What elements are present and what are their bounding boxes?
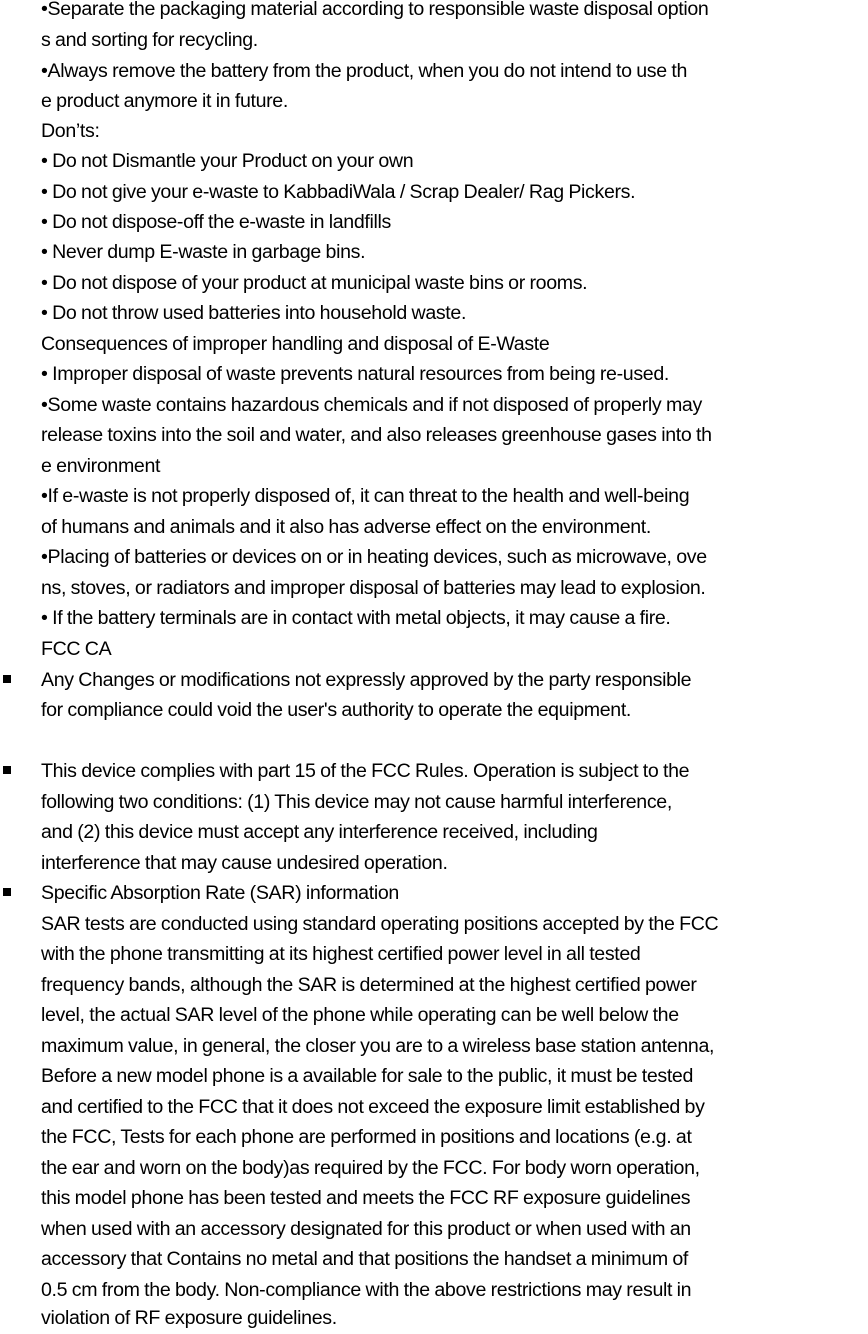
square-bullet-icon: [3, 766, 13, 776]
text-line: •Separate the packaging material according to responsible waste disposal option: [41, 0, 709, 20]
text-line: and (2) this device must accept any interference received, including: [41, 821, 598, 843]
text-line: • If the battery terminals are in contact with metal objects, it may cause a fire.: [41, 607, 671, 629]
text-line: maximum value, in general, the closer you are to a wireless base station antenna,: [41, 1035, 715, 1057]
text-line: e environment: [41, 455, 161, 477]
text-line: of humans and animals and it also has adverse effect on the environment.: [41, 516, 651, 538]
text-line: •Placing of batteries or devices on or in heating devices, such as microwave, ove: [41, 546, 707, 568]
text-line: • Improper disposal of waste prevents natural resources from being re-used.: [41, 363, 669, 385]
text-line: interference that may cause undesired operation.: [41, 852, 448, 874]
text-line: Don’ts:: [41, 120, 100, 142]
text-line: •If e-waste is not properly disposed of, it can threat to the health and well-being: [41, 485, 690, 507]
text-line: •Some waste contains hazardous chemicals and if not disposed of properly may: [41, 394, 702, 416]
text-line: • Do not dispose-off the e-waste in landfills: [41, 211, 391, 233]
text-line: accessory that Contains no metal and that positions the handset a minimum of: [41, 1248, 689, 1270]
text-line: this model phone has been tested and meets the FCC RF exposure guidelines: [41, 1187, 691, 1209]
text-line: 0.5 cm from the body. Non-compliance with the above restrictions may result in: [41, 1279, 692, 1301]
square-bullet-icon: [3, 675, 13, 685]
text-line: • Do not give your e-waste to KabbadiWala / Scrap Dealer/ Rag Pickers.: [41, 181, 636, 203]
text-line: the FCC, Tests for each phone are performed in positions and locations (e.g. at: [41, 1126, 692, 1148]
text-line: Before a new model phone is a available for sale to the public, it must be tested: [41, 1065, 694, 1087]
square-bullet-icon: [3, 888, 13, 898]
text-line: the ear and worn on the body)as required by the FCC. For body worn operation,: [41, 1157, 700, 1179]
text-line: • Do not dispose of your product at municipal waste bins or rooms.: [41, 272, 588, 294]
text-line: and certified to the FCC that it does not exceed the exposure limit established by: [41, 1096, 705, 1118]
text-line: level, the actual SAR level of the phone while operating can be well below the: [41, 1004, 679, 1026]
text-line: FCC CA: [41, 638, 112, 660]
text-line: • Do not Dismantle your Product on your own: [41, 150, 414, 172]
text-line: •Always remove the battery from the product, when you do not intend to use th: [41, 60, 688, 82]
text-line: frequency bands, although the SAR is determined at the highest certified power: [41, 974, 697, 996]
text-line: • Do not throw used batteries into household waste.: [41, 302, 467, 324]
text-line: violation of RF exposure guidelines.: [41, 1307, 337, 1329]
text-line: Specific Absorption Rate (SAR) information: [41, 882, 399, 904]
text-line: Consequences of improper handling and disposal of E-Waste: [41, 333, 550, 355]
text-line: e product anymore it in future.: [41, 90, 288, 112]
text-line: s and sorting for recycling.: [41, 29, 258, 51]
text-line: This device complies with part 15 of the FCC Rules. Operation is subject to the: [41, 760, 690, 782]
text-line: following two conditions: (1) This device may not cause harmful interference,: [41, 791, 672, 813]
text-line: SAR tests are conducted using standard operating positions accepted by the FCC: [41, 913, 719, 935]
text-line: Any Changes or modifications not expressly approved by the party responsible: [41, 669, 692, 691]
text-line: when used with an accessory designated for this product or when used with an: [41, 1218, 691, 1240]
text-line: for compliance could void the user's authority to operate the equipment.: [41, 699, 632, 721]
text-line: • Never dump E-waste in garbage bins.: [41, 241, 366, 263]
text-line: with the phone transmitting at its highest certified power level in all tested: [41, 943, 641, 965]
text-line: release toxins into the soil and water, and also releases greenhouse gases into th: [41, 424, 712, 446]
text-line: ns, stoves, or radiators and improper disposal of batteries may lead to explosion.: [41, 577, 706, 599]
